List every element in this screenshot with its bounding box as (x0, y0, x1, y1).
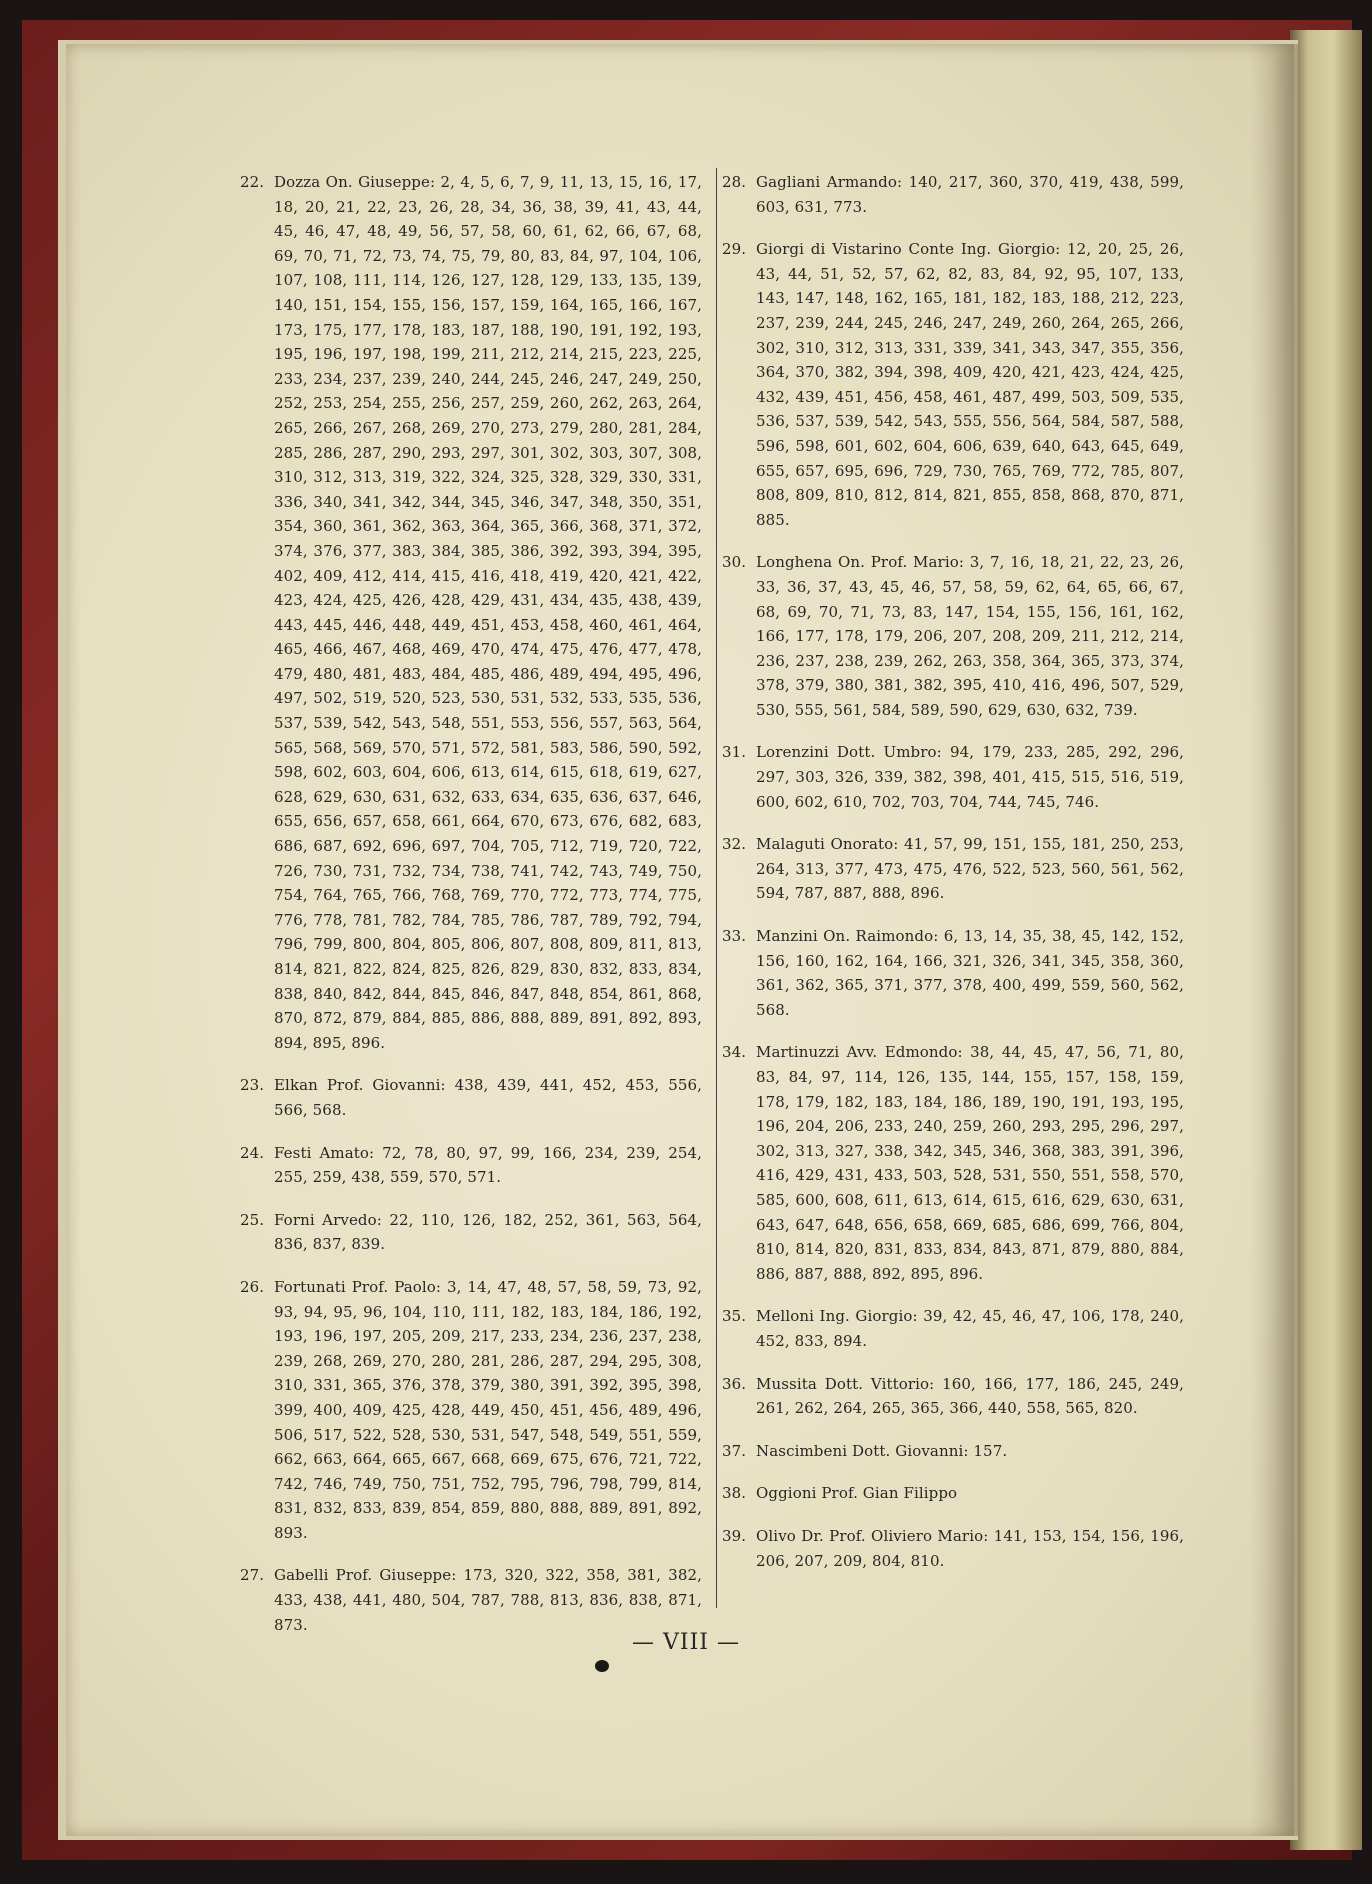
index-entry (722, 550, 1184, 722)
entry-text: Nascimbeni Dott. Giovanni: 157. (756, 1441, 1008, 1460)
entry-text: Martinuzzi Avv. Edmondo: 38, 44, 45, 47, 56, 71, 80, 83, 84, 97, 114, 126, 135, 144, 155, 157, 158, 159, 178, 179, 182, 183, 184, 186, 189, 190, 191, 193, 195, 196, 204, 206, 233, 240, 259, 260, 293, 295, 296, 297, 302, 313, 327, 338, 342, 345, 346, 368, 383, 391, 396, 416, 429, 431, 433, 503, 528, 531, 550, 551, 558, 570, 585, 600, 608, 611, 613, 614, 615, 616, 629, 630, 631, 643, 647, 648, 656, 658, 669, 685, 686, 699, 766, 804, 810, 814, 820, 831, 833, 834, 843, 871, 879, 880, 884, 886, 887, 888, 892, 895, 896. (756, 1043, 1184, 1283)
entry-number: 32. (722, 835, 747, 854)
facing-page-edge (1290, 30, 1362, 1850)
entry-text: Festi Amato: 72, 78, 80, 97, 99, 166, 234, 239, 254, 255, 259, 438, 559, 570, 571. (274, 1143, 702, 1187)
entry-number: 29. (722, 240, 747, 259)
index-entry (722, 1439, 1184, 1464)
page-gutter-shadow (1250, 44, 1298, 1836)
entry-text: Longhena On. Prof. Mario: 3, 7, 16, 18, 21, 22, 23, 26, 33, 36, 37, 43, 45, 46, 57, 58, 59, 62, 64, 65, 66, 67, 68, 69, 70, 71, 73, 83, 147, 154, 155, 156, 161, 162, 166, 177, 178, 179, 206, 207, 208, 209, 211, 212, 214, 236, 237, 238, 239, 262, 263, 358, 364, 365, 373, 374, 378, 379, 380, 381, 382, 395, 410, 416, 496, 507, 529, 530, 555, 561, 584, 589, 590, 629, 630, 632, 739. (756, 553, 1184, 719)
entry-text: Gabelli Prof. Giuseppe: 173, 320, 322, 358, 381, 382, 433, 438, 441, 480, 504, 787, 788, 813, 836, 838, 871, 873. (274, 1566, 702, 1634)
index-entry (722, 1372, 1184, 1421)
index-entry (240, 1208, 702, 1257)
index-entry (722, 832, 1184, 906)
entry-text: Gagliani Armando: 140, 217, 360, 370, 419, 438, 599, 603, 631, 773. (756, 173, 1184, 216)
entry-number: 38. (722, 1484, 747, 1503)
entry-text: Forni Arvedo: 22, 110, 126, 182, 252, 361, 563, 564, 836, 837, 839. (274, 1210, 702, 1254)
entry-text: Fortunati Prof. Paolo: 3, 14, 47, 48, 57, 58, 59, 73, 92, 93, 94, 95, 96, 104, 110, 111, 182, 183, 184, 186, 192, 193, 196, 197, 205, 209, 217, 233, 234, 236, 237, 238, 239, 268, 269, 270, 280, 281, 286, 287, 294, 295, 308, 310, 331, 365, 376, 378, 379, 380, 391, 392, 395, 398, 399, 400, 409, 425, 428, 449, 450, 451, 456, 489, 496, 506, 517, 522, 528, 530, 531, 547, 548, 549, 551, 559, 662, 663, 664, 665, 667, 668, 669, 675, 676, 721, 722, 742, 746, 749, 750, 751, 752, 795, 796, 798, 799, 814, 831, 832, 833, 839, 854, 859, 880, 888, 889, 891, 892, 893. (274, 1277, 702, 1542)
entry-text: Manzini On. Raimondo: 6, 13, 14, 35, 38, 45, 142, 152, 156, 160, 162, 164, 166, 321, 326, 341, 345, 358, 360, 361, 362, 365, 371, 377, 378, 400, 499, 559, 560, 562, 568. (756, 927, 1184, 1019)
column-divider (716, 168, 717, 1608)
index-entry (722, 237, 1184, 532)
index-entry (240, 1563, 702, 1637)
entry-number: 37. (722, 1441, 747, 1460)
page-number: — VIII — (632, 1630, 740, 1655)
entry-number: 39. (722, 1526, 747, 1545)
entry-number: 30. (722, 553, 747, 572)
entry-text: Oggioni Prof. Gian Filippo (756, 1484, 958, 1503)
entry-text: Olivo Dr. Prof. Oliviero Mario: 141, 153, 154, 156, 196, 206, 207, 209, 804, 810. (756, 1526, 1184, 1570)
index-column-right (722, 170, 1184, 1591)
entry-number: 22. (240, 173, 265, 191)
entry-text: Melloni Ing. Giorgio: 39, 42, 45, 46, 47, 106, 178, 240, 452, 833, 894. (756, 1307, 1184, 1350)
entry-number: 27. (240, 1566, 265, 1585)
entry-text: Malaguti Onorato: 41, 57, 99, 151, 155, 181, 250, 253, 264, 313, 377, 473, 475, 476, 522, 523, 560, 561, 562, 594, 787, 887, 888, 896. (756, 835, 1184, 903)
index-entry (722, 1304, 1184, 1353)
entry-number: 31. (722, 743, 747, 762)
entry-number: 25. (240, 1210, 265, 1229)
entry-number: 24. (240, 1143, 265, 1162)
index-entry (722, 170, 1184, 219)
index-entry (722, 1524, 1184, 1573)
entry-number: 33. (722, 927, 747, 946)
entry-number: 34. (722, 1043, 747, 1062)
index-entry (722, 1481, 1184, 1506)
index-entry (722, 740, 1184, 814)
entry-text: Dozza On. Giuseppe: 2, 4, 5, 6, 7, 9, 11, 13, 15, 16, 17, 18, 20, 21, 22, 23, 26, 28, 34, 36, 38, 39, 41, 43, 44, 45, 46, 47, 48, 49, 56, 57, 58, 60, 61, 62, 66, 67, 68, 69, 70, 71, 72, 73, 74, 75, 79, 80, 83, 84, 97, 104, 106, 107, 108, 111, 114, 126, 127, 128, 129, 133, 135, 139, 140, 151, 154, 155, 156, 157, 159, 164, 165, 166, 167, 173, 175, 177, 178, 183, 187, 188, 190, 191, 192, 193, 195, 196, 197, 198, 199, 211, 212, 214, 215, 223, 225, 233, 234, 237, 239, 240, 244, 245, 246, 247, 249, 250, 252, 253, 254, 255, 256, 257, 259, 260, 262, 263, 264, 265, 266, 267, 268, 269, 270, 273, 279, 280, 281, 284, 285, 286, 287, 290, 293, 297, 301, 302, 303, 307, 308, 310, 312, 313, 319, 322, 324, 325, 328, 329, 330, 331, 336, 340, 341, 342, 344, 345, 346, 347, 348, 350, 351, 354, 360, 361, 362, 363, 364, 365, 366, 368, 371, 372, 374, 376, 377, 383, 384, 385, 386, 392, 393, 394, 395, 402, 409, 412, 414, 415, 416, 418, 419, 420, 421, 422, 423, 424, 425, 426, 428, 429, 431, 434, 435, 438, 439, 443, 445, 446, 448, 449, 451, 453, 458, 460, 461, 464, 465, 466, 467, 468, 469, 470, 474, 475, 476, 477, 478, 479, 480, 481, 483, 484, 485, 486, 489, 494, 495, 496, 497, 502, 519, 520, 523, 530, 531, 532, 533, 535, 536, 537, 539, 542, 543, 548, 551, 553, 556, 557, 563, 564, 565, 568, 569, 570, 571, 572, 581, 583, 586, 590, 592, 598, 602, 603, 604, 606, 613, 614, 615, 618, 619, 627, 628, 629, 630, 631, 632, 633, 634, 635, 636, 637, 646, 655, 656, 657, 658, 661, 664, 670, 673, 676, 682, 683, 686, 687, 692, 696, 697, 704, 705, 712, 719, 720, 722, 726, 730, 731, 732, 734, 738, 741, 742, 743, 749, 750, 754, 764, 765, 766, 768, 769, 770, 772, 773, 774, 775, 776, 778, 781, 782, 784, 785, 786, 787, 789, 792, 794, 796, 799, 800, 804, 805, 806, 807, 808, 809, 811, 813, 814, 821, 822, 824, 825, 826, 829, 830, 832, 833, 834, 838, 840, 842, 844, 845, 846, 847, 848, 854, 861, 868, 870, 872, 879, 884, 885, 886, 888, 889, 891, 892, 893, 894, 895, 896. (274, 173, 702, 1052)
entry-number: 28. (722, 173, 747, 191)
index-entry (722, 924, 1184, 1022)
entry-text: Lorenzini Dott. Umbro: 94, 179, 233, 285, 292, 296, 297, 303, 326, 339, 382, 398, 401, 415, 515, 516, 519, 600, 602, 610, 702, 703, 704, 744, 745, 746. (756, 743, 1184, 811)
index-entry (240, 1275, 702, 1546)
index-column-left (240, 170, 702, 1655)
entry-number: 36. (722, 1374, 747, 1393)
entry-text: Elkan Prof. Giovanni: 438, 439, 441, 452, 453, 556, 566, 568. (274, 1076, 702, 1119)
entry-number: 23. (240, 1076, 265, 1095)
index-entry (240, 170, 702, 1055)
entry-number: 26. (240, 1277, 265, 1296)
index-entry (722, 1040, 1184, 1286)
entry-text: Giorgi di Vistarino Conte Ing. Giorgio: 12, 20, 25, 26, 43, 44, 51, 52, 57, 62, 82, 83, 84, 92, 95, 107, 133, 143, 147, 148, 162, 165, 181, 182, 183, 188, 212, 223, 237, 239, 244, 245, 246, 247, 249, 260, 264, 265, 266, 302, 310, 312, 313, 331, 339, 341, 343, 347, 355, 356, 364, 370, 382, 394, 398, 409, 420, 421, 423, 424, 425, 432, 439, 451, 456, 458, 461, 487, 499, 503, 509, 535, 536, 537, 539, 542, 543, 555, 556, 564, 584, 587, 588, 596, 598, 601, 602, 604, 606, 639, 640, 643, 645, 649, 655, 657, 695, 696, 729, 730, 765, 769, 772, 785, 807, 808, 809, 810, 812, 814, 821, 855, 858, 868, 870, 871, 885. (756, 240, 1184, 529)
index-entry (240, 1073, 702, 1122)
entry-text: Mussita Dott. Vittorio: 160, 166, 177, 186, 245, 249, 261, 262, 264, 265, 365, 366, 440, 558, 565, 820. (756, 1374, 1184, 1418)
ink-blot (595, 1660, 609, 1672)
index-entry (240, 1141, 702, 1190)
entry-number: 35. (722, 1307, 747, 1326)
